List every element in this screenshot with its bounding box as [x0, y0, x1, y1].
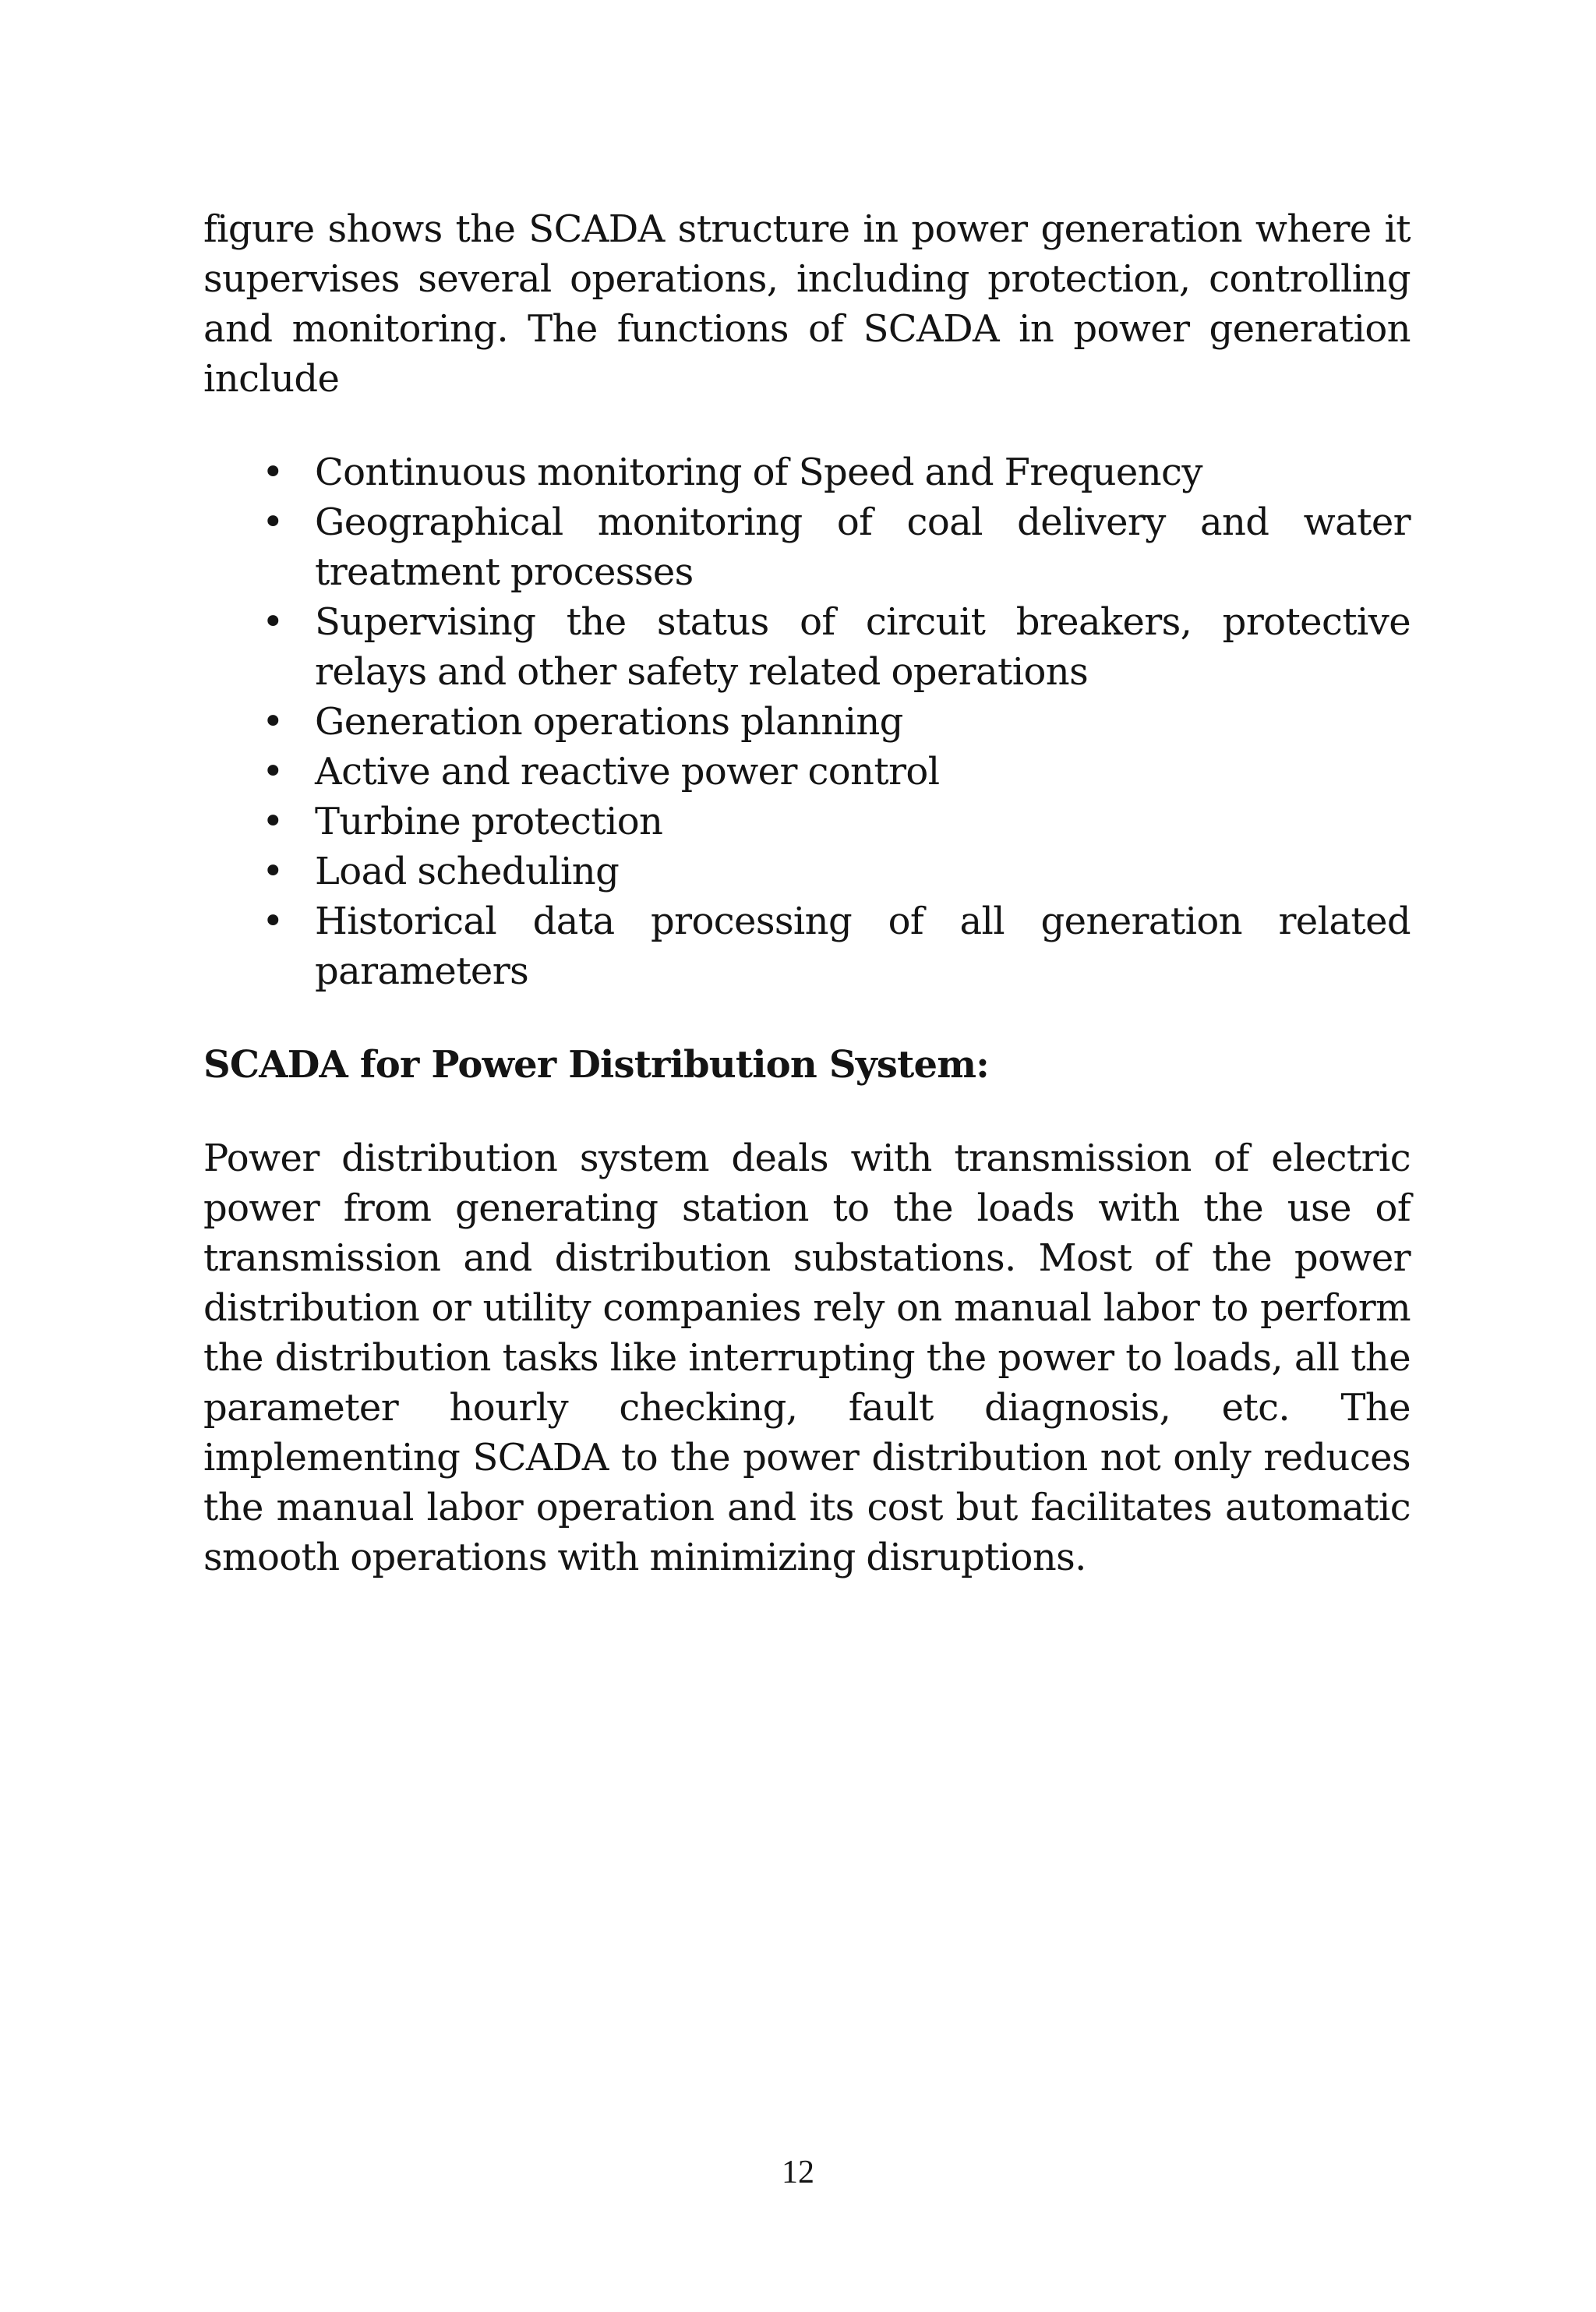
list-item — [203, 747, 1411, 797]
list-item — [203, 797, 1411, 847]
section-heading: SCADA for Power Distribution System: — [203, 1043, 990, 1087]
list-item — [203, 597, 1411, 697]
list-item-text: Generation operations planning — [315, 700, 903, 744]
intro-paragraph: figure shows the SCADA structure in power generation where it supervises several operations, including protection, controlling and monitoring. The functions of SCADA in power generation include — [203, 207, 1411, 401]
list-item-text: Supervising the status of circuit breakers, protective relays and other safety related operations — [315, 600, 1411, 694]
bullet-icon: • — [262, 750, 284, 794]
list-item-text: Turbine protection — [315, 800, 663, 843]
bullet-icon: • — [262, 600, 284, 644]
page-content — [203, 204, 1411, 1582]
bullet-icon: • — [262, 900, 284, 943]
list-item-text: Continuous monitoring of Speed and Frequency — [315, 451, 1202, 494]
list-item — [203, 697, 1411, 747]
bullet-icon: • — [262, 700, 284, 744]
bullet-icon: • — [262, 850, 284, 893]
list-item-text: Active and reactive power control — [315, 750, 940, 794]
list-item — [203, 896, 1411, 996]
page-number: 12 — [782, 2155, 814, 2190]
list-item-text: Load scheduling — [315, 850, 620, 893]
list-item — [203, 847, 1411, 896]
distribution-paragraph: Power distribution system deals with transmission of electric power from generating station to the loads with the use of transmission and distribution substations. Most of the power distribution or utility companies rely on manual labor to perform the distribution tasks like interrupting the power to loads, all the parameter hourly checking, fault diagnosis, etc. The implementing SCADA to the power distribution not only reduces the manual labor operation and its cost but facilitates automatic smooth operations with minimizing disruptions. — [203, 1137, 1411, 1579]
list-item-text: Historical data processing of all generation related parameters — [315, 900, 1411, 993]
list-item-text: Geographical monitoring of coal delivery and water treatment processes — [315, 500, 1411, 594]
bullet-icon: • — [262, 800, 284, 843]
scada-functions-list — [203, 447, 1411, 996]
bullet-icon: • — [262, 451, 284, 494]
bullet-icon: • — [262, 500, 284, 544]
list-item — [203, 447, 1411, 497]
list-item — [203, 497, 1411, 597]
